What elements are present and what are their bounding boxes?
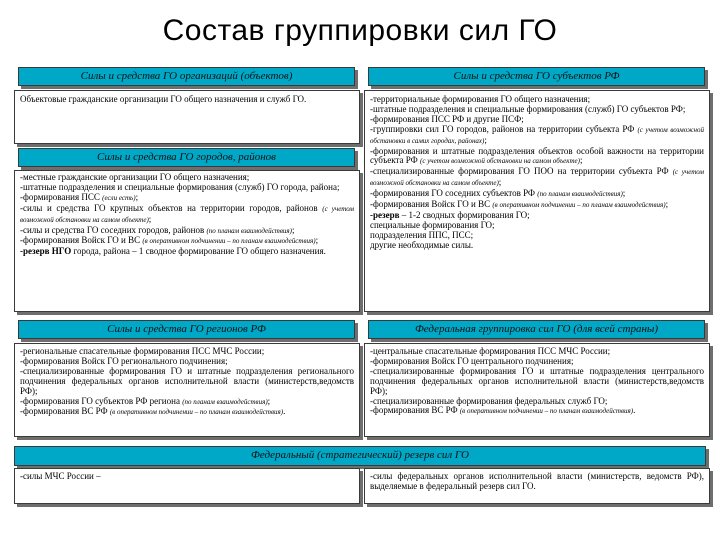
- cities-item: -штатные подразделения и специальные формирования (служб) ГО города, района;: [20, 181, 340, 192]
- cities-item: -формирования ПСС: [20, 191, 100, 202]
- subjects-item: -формирования Войск ГО и ВС: [370, 199, 491, 210]
- box-reserve-left: [14, 468, 360, 504]
- subjects-item: -формирования и штатные подразделения объектов особой важности на территории субъекта РФ: [370, 145, 704, 166]
- cities-item: -местные гражданские организации ГО общего назначения;: [20, 173, 250, 182]
- federal-item: -специализированные формирования федеральных служб ГО;: [370, 395, 608, 406]
- box-org: [14, 90, 360, 144]
- subjects-item: ;: [498, 177, 502, 188]
- header-subjects: Силы и средства ГО субъектов РФ: [368, 67, 705, 86]
- regions-item: .: [283, 406, 286, 417]
- header-regions: Силы и средства ГО регионов РФ: [18, 320, 355, 339]
- subjects-item: – 1-2 сводных формирования ГО;: [399, 209, 530, 220]
- subjects-item: другие необходимые силы.: [370, 239, 474, 250]
- subjects-note: (в оперативном подчинении – по планам взаимодействия): [492, 201, 666, 210]
- subjects-item: ;: [622, 188, 626, 199]
- subjects-note: (с учетом возможной обстановки на самом объекте): [370, 168, 704, 188]
- regions-item: ;: [267, 395, 271, 406]
- cities-item: ;: [291, 224, 295, 235]
- subjects-note: (с учетом возможной обстановки на самом объекте): [420, 157, 580, 166]
- org-text: Объектовые гражданские организации ГО общего назначения и служб ГО.: [20, 95, 307, 104]
- federal-item: -формирования ВС РФ: [370, 405, 458, 416]
- cities-item: ;: [315, 235, 319, 246]
- subjects-item: -территориальные формирования ГО общего назначения;: [370, 95, 591, 104]
- cities-note: (в оперативном подчинении – по планам взаимодействия): [142, 237, 316, 246]
- cities-reserve: -резерв НГО: [20, 246, 72, 257]
- cities-item: -силы и средства ГО соседних городов, районов: [20, 224, 205, 235]
- subjects-item: подразделения ППС, ПСС;: [370, 229, 474, 240]
- regions-note: (по планам взаимодействия): [182, 397, 268, 406]
- subjects-item: -штатные подразделения и специальные формирования (служб) ГО субъектов РФ;: [370, 103, 686, 114]
- header-federal: Федеральная группировка сил ГО (для всей страны): [368, 320, 705, 339]
- header-cities: Силы и средства ГО городов, районов: [18, 148, 355, 167]
- subjects-item: -формирования ГО соседних субъектов РФ: [370, 188, 536, 199]
- subjects-note: (по планам взаимодействия): [537, 190, 623, 199]
- subjects-item: ;: [665, 199, 669, 210]
- regions-note: (в оперативном подчинении – по планам взаимодействия): [109, 408, 284, 417]
- box-cities: [14, 170, 360, 312]
- reserve-left-text: -силы МЧС России –: [20, 472, 101, 481]
- box-subjects: [364, 90, 710, 312]
- cities-item: -формирования Войск ГО и ВС: [20, 235, 141, 246]
- federal-item: -специализированные формирования ГО и штатные подразделения центрального подчинения федеральных органов исполнительной власти (министерств,ведомств РФ);: [370, 365, 704, 396]
- subjects-reserve: -резерв: [370, 209, 400, 220]
- cities-note: (по планам взаимодействия): [206, 226, 292, 235]
- regions-item: -специализированные формирования ГО и штатные подразделения регионального подчинения федеральных органов исполнительной власти (министерств,ведомств РФ);: [20, 365, 354, 396]
- cities-item: ;: [148, 213, 152, 224]
- regions-item: -формирования Войск ГО регионального подчинения;: [20, 355, 228, 366]
- subjects-item: специальные формирования ГО;: [370, 219, 495, 230]
- regions-item: -региональные спасательные формирования ПСС МЧС России;: [20, 347, 265, 356]
- header-reserve: Федеральный (стратегический) резерв сил ГО: [14, 446, 706, 466]
- subjects-item: -специализированные формирования ГО ПОО на территории субъекта РФ: [370, 166, 669, 177]
- subjects-item: -группировки сил ГО городов, районов на территории субъекта РФ: [370, 123, 635, 134]
- federal-item: -формирования Войск ГО центрального подчинения;: [370, 355, 574, 366]
- federal-note: (в оперативном подчинении – по планам взаимодействия): [459, 407, 634, 416]
- cities-item: -силы и средства ГО крупных объектов на территории городов, районов: [20, 202, 318, 213]
- subjects-item: ;: [484, 134, 487, 145]
- subjects-note: (с учетом возможной обстановки в самих городах, районах): [370, 125, 704, 145]
- box-regions: [14, 343, 360, 437]
- federal-item: -центральные спасательные формирования ПСС МЧС России;: [370, 347, 611, 356]
- regions-item: -формирования ГО субъектов РФ региона: [20, 395, 180, 406]
- cities-note: (если есть): [102, 193, 136, 202]
- cities-item: ;: [135, 191, 139, 202]
- header-org: Силы и средства ГО организаций (объектов): [18, 67, 355, 86]
- cities-note: (с учетом возможной обстановки на самом объекте): [20, 204, 354, 224]
- box-reserve-right: [364, 468, 710, 504]
- regions-item: -формирования ВС РФ: [20, 406, 108, 417]
- subjects-item: -формирования ПСС РФ и другие ПСФ;: [370, 113, 524, 124]
- cities-item: города, района – 1 сводное формирование ГО общего назначения.: [71, 246, 326, 257]
- subjects-item: ;: [579, 155, 583, 166]
- page-title: Состав группировки сил ГО: [162, 14, 558, 47]
- federal-item: .: [633, 405, 636, 416]
- reserve-right-text: -силы федеральных органов исполнительной власти (министерств, ведомств РФ), выделяемые в федеральный резерв сил ГО.: [370, 472, 704, 491]
- box-federal: [364, 343, 710, 437]
